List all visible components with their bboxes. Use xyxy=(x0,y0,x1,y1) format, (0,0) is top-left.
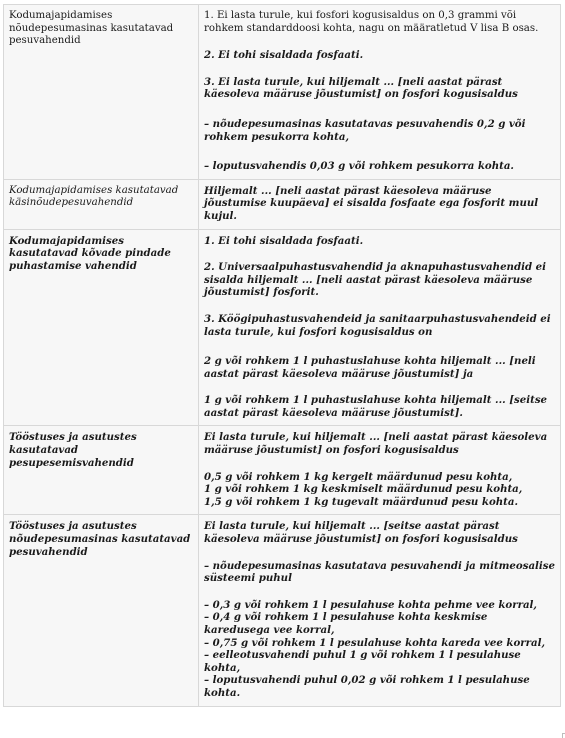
row-content-cell xyxy=(199,515,561,706)
row-label-cell xyxy=(4,5,199,180)
table-row xyxy=(4,179,561,229)
limit-line: 1 g või rohkem 1 kg keskmiselt määrdunud pesu kohta, xyxy=(204,483,523,496)
provision-paragraph: 2. Ei tohi sisaldada fosfaati. xyxy=(204,49,364,62)
table-row xyxy=(4,515,561,706)
row-label: Kodumajapidamises nõudepesumasinas kasutatavad pesuvahendid xyxy=(9,10,174,47)
provision-paragraph: – nõudepesumasinas kasutatavas pesuvahendis 0,2 g või rohkem pesukorra kohta, xyxy=(204,117,526,143)
row-label: Tööstuses ja asutustes nõudepesumasinas kasutatavad pesuvahendid xyxy=(9,520,191,558)
row-label: Tööstuses ja asutustes kasutatavad pesupesemisvahendid xyxy=(9,431,137,469)
provision-paragraph: 2. Universaalpuhastusvahendid ja aknapuhastusvahendid ei sisalda hiljemalt ... [neli aastat pärast käesoleva määruse jõustumist] fosforit. xyxy=(204,261,546,299)
provision-paragraph: – nõudepesumasinas kasutatava pesuvahendi ja mitmeosalise süsteemi puhul xyxy=(204,559,556,585)
limit-line: – 0,3 g või rohkem 1 l pesulahuse kohta pehme vee korral, xyxy=(204,598,537,611)
provision-paragraph: 3. Ei lasta turule, kui hiljemalt ... [neli aastat pärast käesoleva määruse jõustumist] on fosfori kogusisaldus xyxy=(204,75,518,101)
row-content-cell xyxy=(199,229,561,426)
row-label-cell xyxy=(4,229,199,426)
limit-line: – loputusvahendi puhul 0,02 g või rohkem 1 l pesulahuse kohta. xyxy=(204,674,530,699)
row-content-cell xyxy=(199,5,561,180)
limit-line: – 0,75 g või rohkem 1 l pesulahuse kohta kareda vee korral, xyxy=(204,636,546,649)
row-label-cell xyxy=(4,179,199,229)
row-label-cell xyxy=(4,426,199,515)
table-row xyxy=(4,5,561,180)
provision-paragraph: 3. Köögipuhastusvahendeid ja sanitaarpuhastusvahendeid ei lasta turule, kui fosfori kogusisaldus on xyxy=(204,312,551,338)
row-label: Kodumajapidamises kasutatavad käsinõudepesuvahendid xyxy=(9,184,179,209)
table-row xyxy=(4,229,561,426)
table-row xyxy=(4,426,561,515)
regulation-table xyxy=(3,4,561,707)
row-label: Kodumajapidamises kasutatavad kõvade pindade puhastamise vahendid xyxy=(9,234,171,272)
provision-paragraph: Ei lasta turule, kui hiljemalt ... [neli aastat pärast käesoleva määruse jõustumist] on fosfori kogusisaldus xyxy=(204,431,548,457)
provision-paragraph: 2 g või rohkem 1 l puhastuslahuse kohta hiljemalt ... [neli aastat pärast käesoleva määruse jõustumist] ja xyxy=(204,355,536,380)
provision-paragraph: Ei lasta turule, kui hiljemalt ... [seitse aastat pärast käesoleva määruse jõustumist] on fosfori kogusisaldus xyxy=(204,520,518,546)
row-content-cell xyxy=(199,426,561,515)
provision-paragraph: 1 g või rohkem 1 l puhastuslahuse kohta hiljemalt ... [seitse aastat pärast käesoleva määruse jõustumist]. xyxy=(204,394,548,419)
limit-line: 1,5 g või rohkem 1 kg tugevalt määrdunud pesu kohta. xyxy=(204,495,519,508)
provision-paragraph: 1. Ei tohi sisaldada fosfaati. xyxy=(204,234,364,247)
provision-paragraph: Hiljemalt ... [neli aastat pärast käesoleva määruse jõustumise kuupäeva] ei sisalda fosfaate ega fosforit muul kujul. xyxy=(204,184,539,222)
limit-line: – eelleotusvahendi puhul 1 g või rohkem 1 l pesulahuse kohta, xyxy=(204,649,521,674)
limit-line: 0,5 g või rohkem 1 kg kergelt määrdunud pesu kohta, xyxy=(204,470,513,483)
limit-line: – 0,4 g või rohkem 1 l pesulahuse kohta keskmise karedusega vee korral, xyxy=(204,611,488,636)
provision-paragraph: – loputusvahendis 0,03 g või rohkem pesukorra kohta. xyxy=(204,160,514,173)
row-label-cell xyxy=(4,515,199,706)
row-content-cell xyxy=(199,179,561,229)
provision-paragraph: 1. Ei lasta turule, kui fosfori kogusisaldus on 0,3 grammi või rohkem standarddoosi kohta, nagu on määratletud V lisa B osas. xyxy=(204,10,539,34)
